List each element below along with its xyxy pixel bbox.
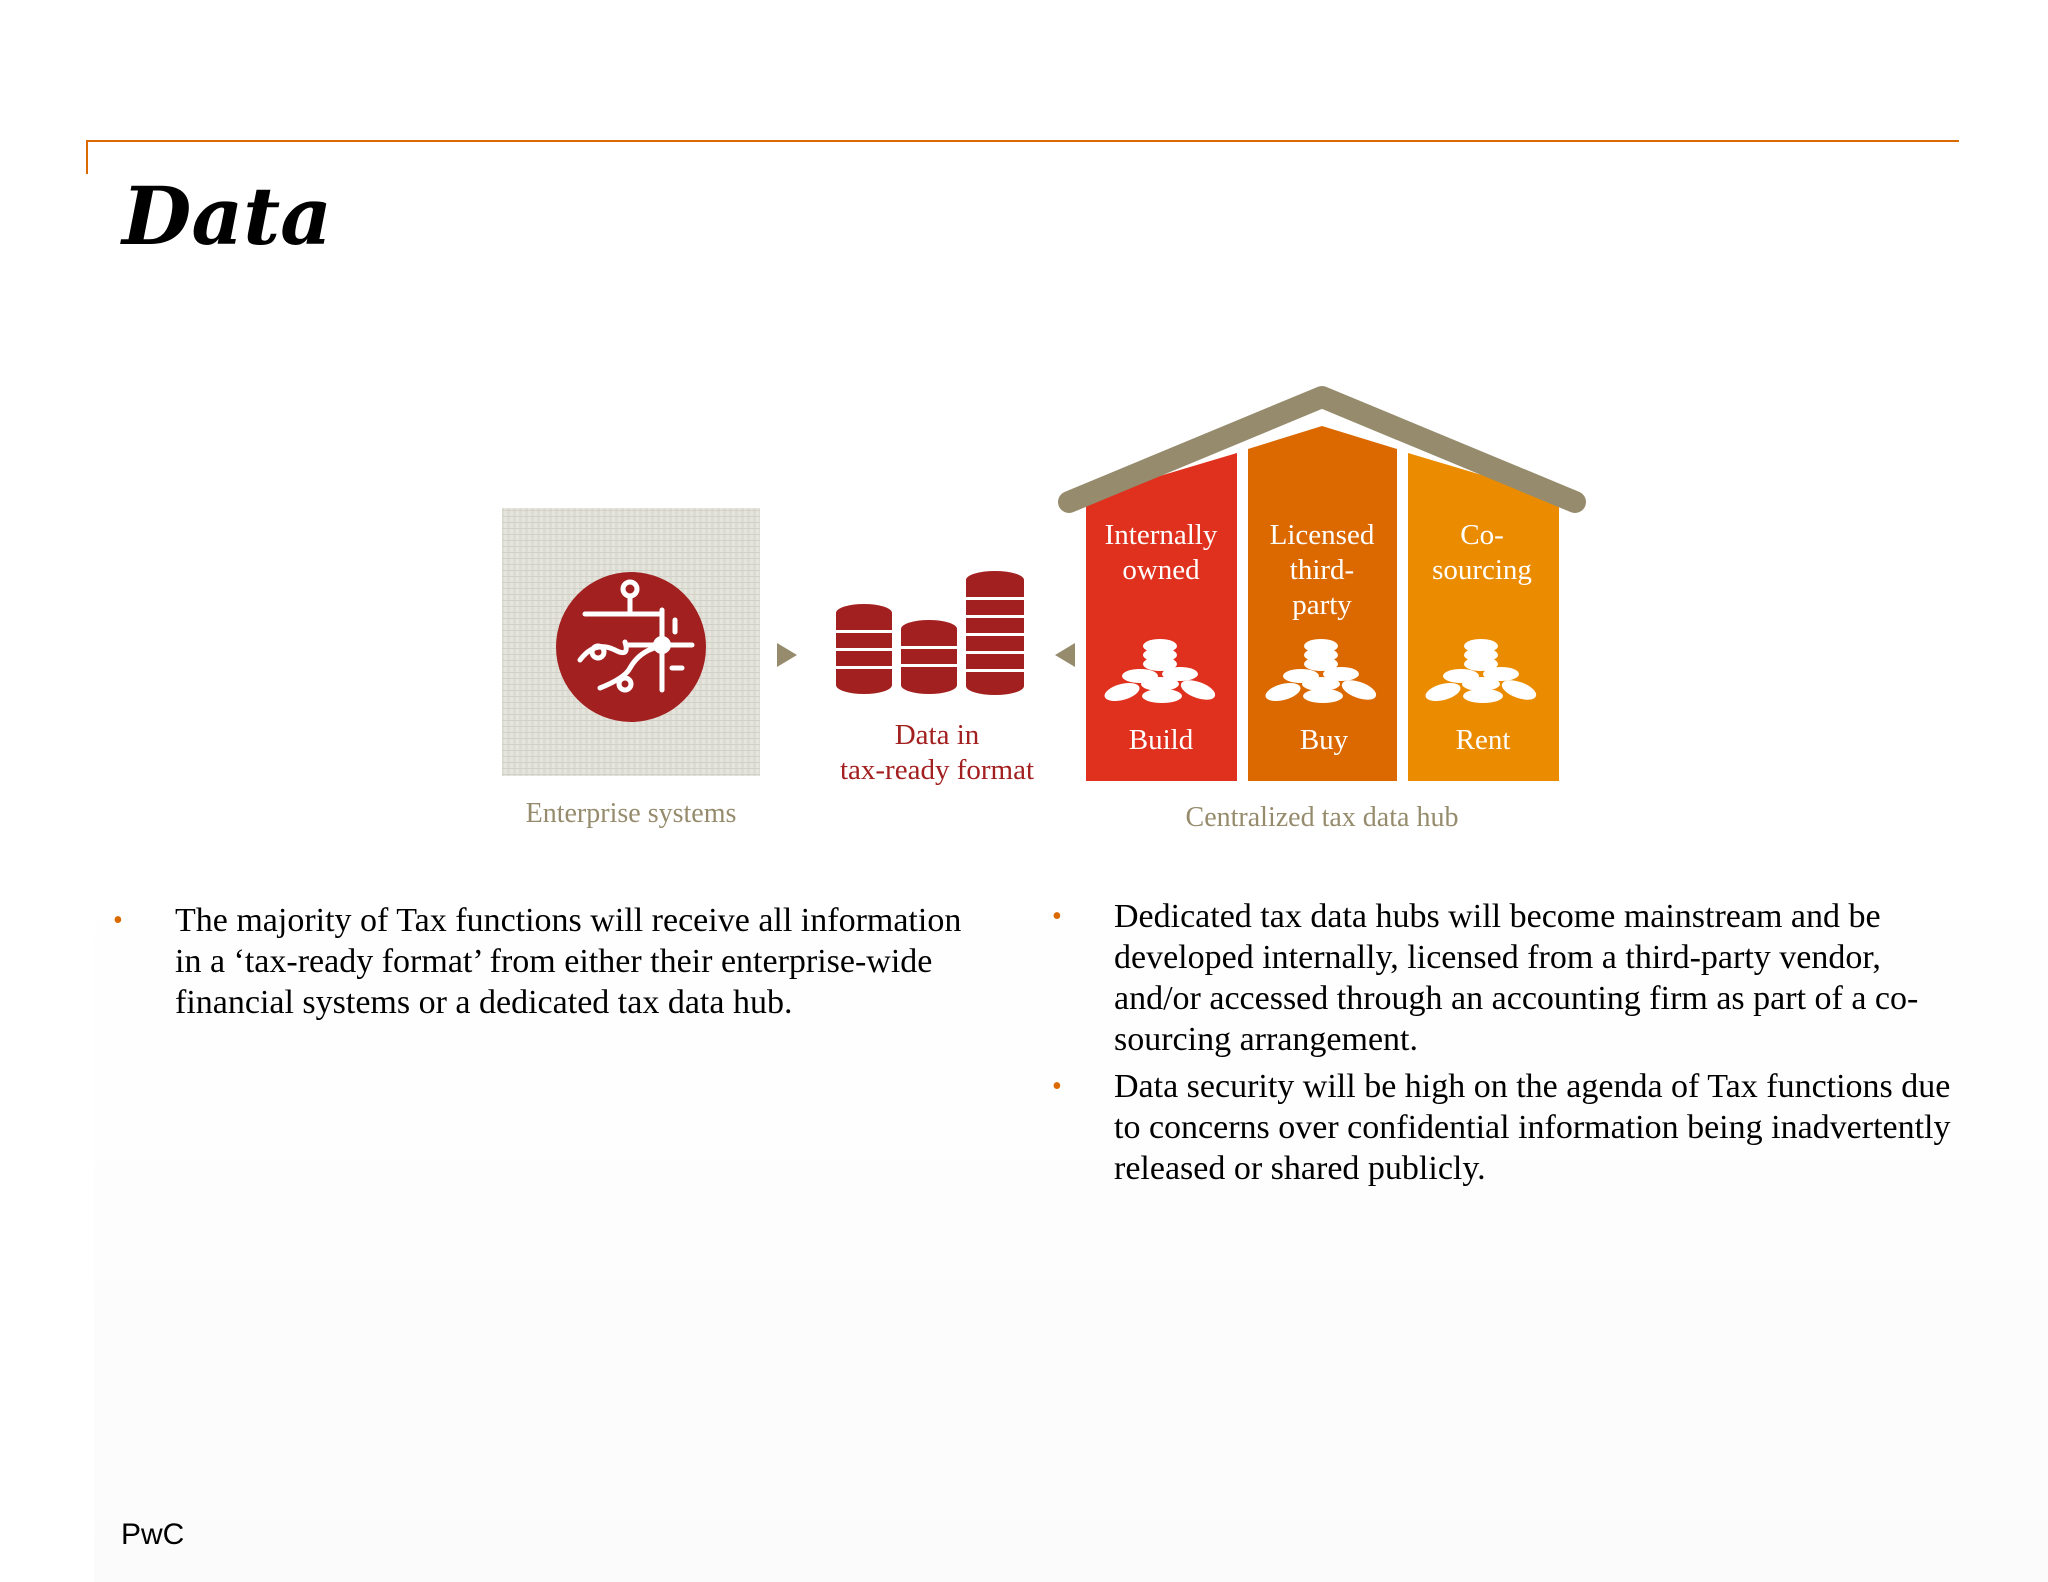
bullet-item <box>1052 1066 1974 1189</box>
bullet-item <box>113 900 995 1023</box>
bullet-item <box>1052 896 1974 1060</box>
bullet-marker: • <box>1052 1071 1062 1102</box>
hub-col2-title-line2: third- <box>1289 554 1355 586</box>
database-stack-icon <box>836 571 1024 695</box>
enterprise-systems-block <box>502 508 760 829</box>
right-bullet-list <box>1052 896 1974 1195</box>
hub-col1-action: Build <box>1128 724 1194 756</box>
hub-col2-title-line1: Licensed <box>1269 519 1375 551</box>
hub-col2-action: Buy <box>1299 724 1349 756</box>
database-stack-right <box>966 571 1024 695</box>
database-stack-left <box>836 604 892 694</box>
triangle-arrow-right-icon <box>777 643 797 667</box>
hub-label: Centralized tax data hub <box>1185 802 1459 833</box>
bullet-text: Dedicated tax data hubs will become mainstream and be developed internally, licensed from a third-party vendor, and/or accessed through an accounting firm as part of a co-sourcing arrangement. <box>1114 898 1919 1058</box>
enterprise-label: Enterprise systems <box>525 798 737 829</box>
bullet-marker: • <box>1052 901 1062 932</box>
left-bullet-list <box>113 900 995 1029</box>
hub-col3-action: Rent <box>1455 724 1511 756</box>
hub-col3-title-line1: Co- <box>1460 519 1504 551</box>
bullet-text: The majority of Tax functions will receive all information in a ‘tax-ready format’ from either their enterprise-wide financial systems or a dedicated tax data hub. <box>175 902 962 1021</box>
bullet-marker: • <box>113 905 123 936</box>
bullet-text: Data security will be high on the agenda of Tax functions due to concerns over confidential information being inadvertently released or shared publicly. <box>1114 1068 1951 1187</box>
hub-col2-title-line3: party <box>1292 589 1352 621</box>
hub-col3-title-line2: sourcing <box>1432 554 1532 586</box>
triangle-arrow-left-icon <box>1055 643 1075 667</box>
hub-col1-title-line2: owned <box>1122 554 1200 586</box>
page-title: Data <box>122 169 332 263</box>
data-format-label-line2: tax-ready format <box>839 754 1035 786</box>
hub-col1-title-line1: Internally <box>1104 519 1218 551</box>
footer-brand: PwC <box>121 1518 185 1551</box>
network-circuit-icon <box>556 572 706 722</box>
data-format-label-line1: Data in <box>894 719 980 751</box>
tax-data-hub-house <box>1069 397 1575 833</box>
database-stack-middle <box>901 620 957 694</box>
